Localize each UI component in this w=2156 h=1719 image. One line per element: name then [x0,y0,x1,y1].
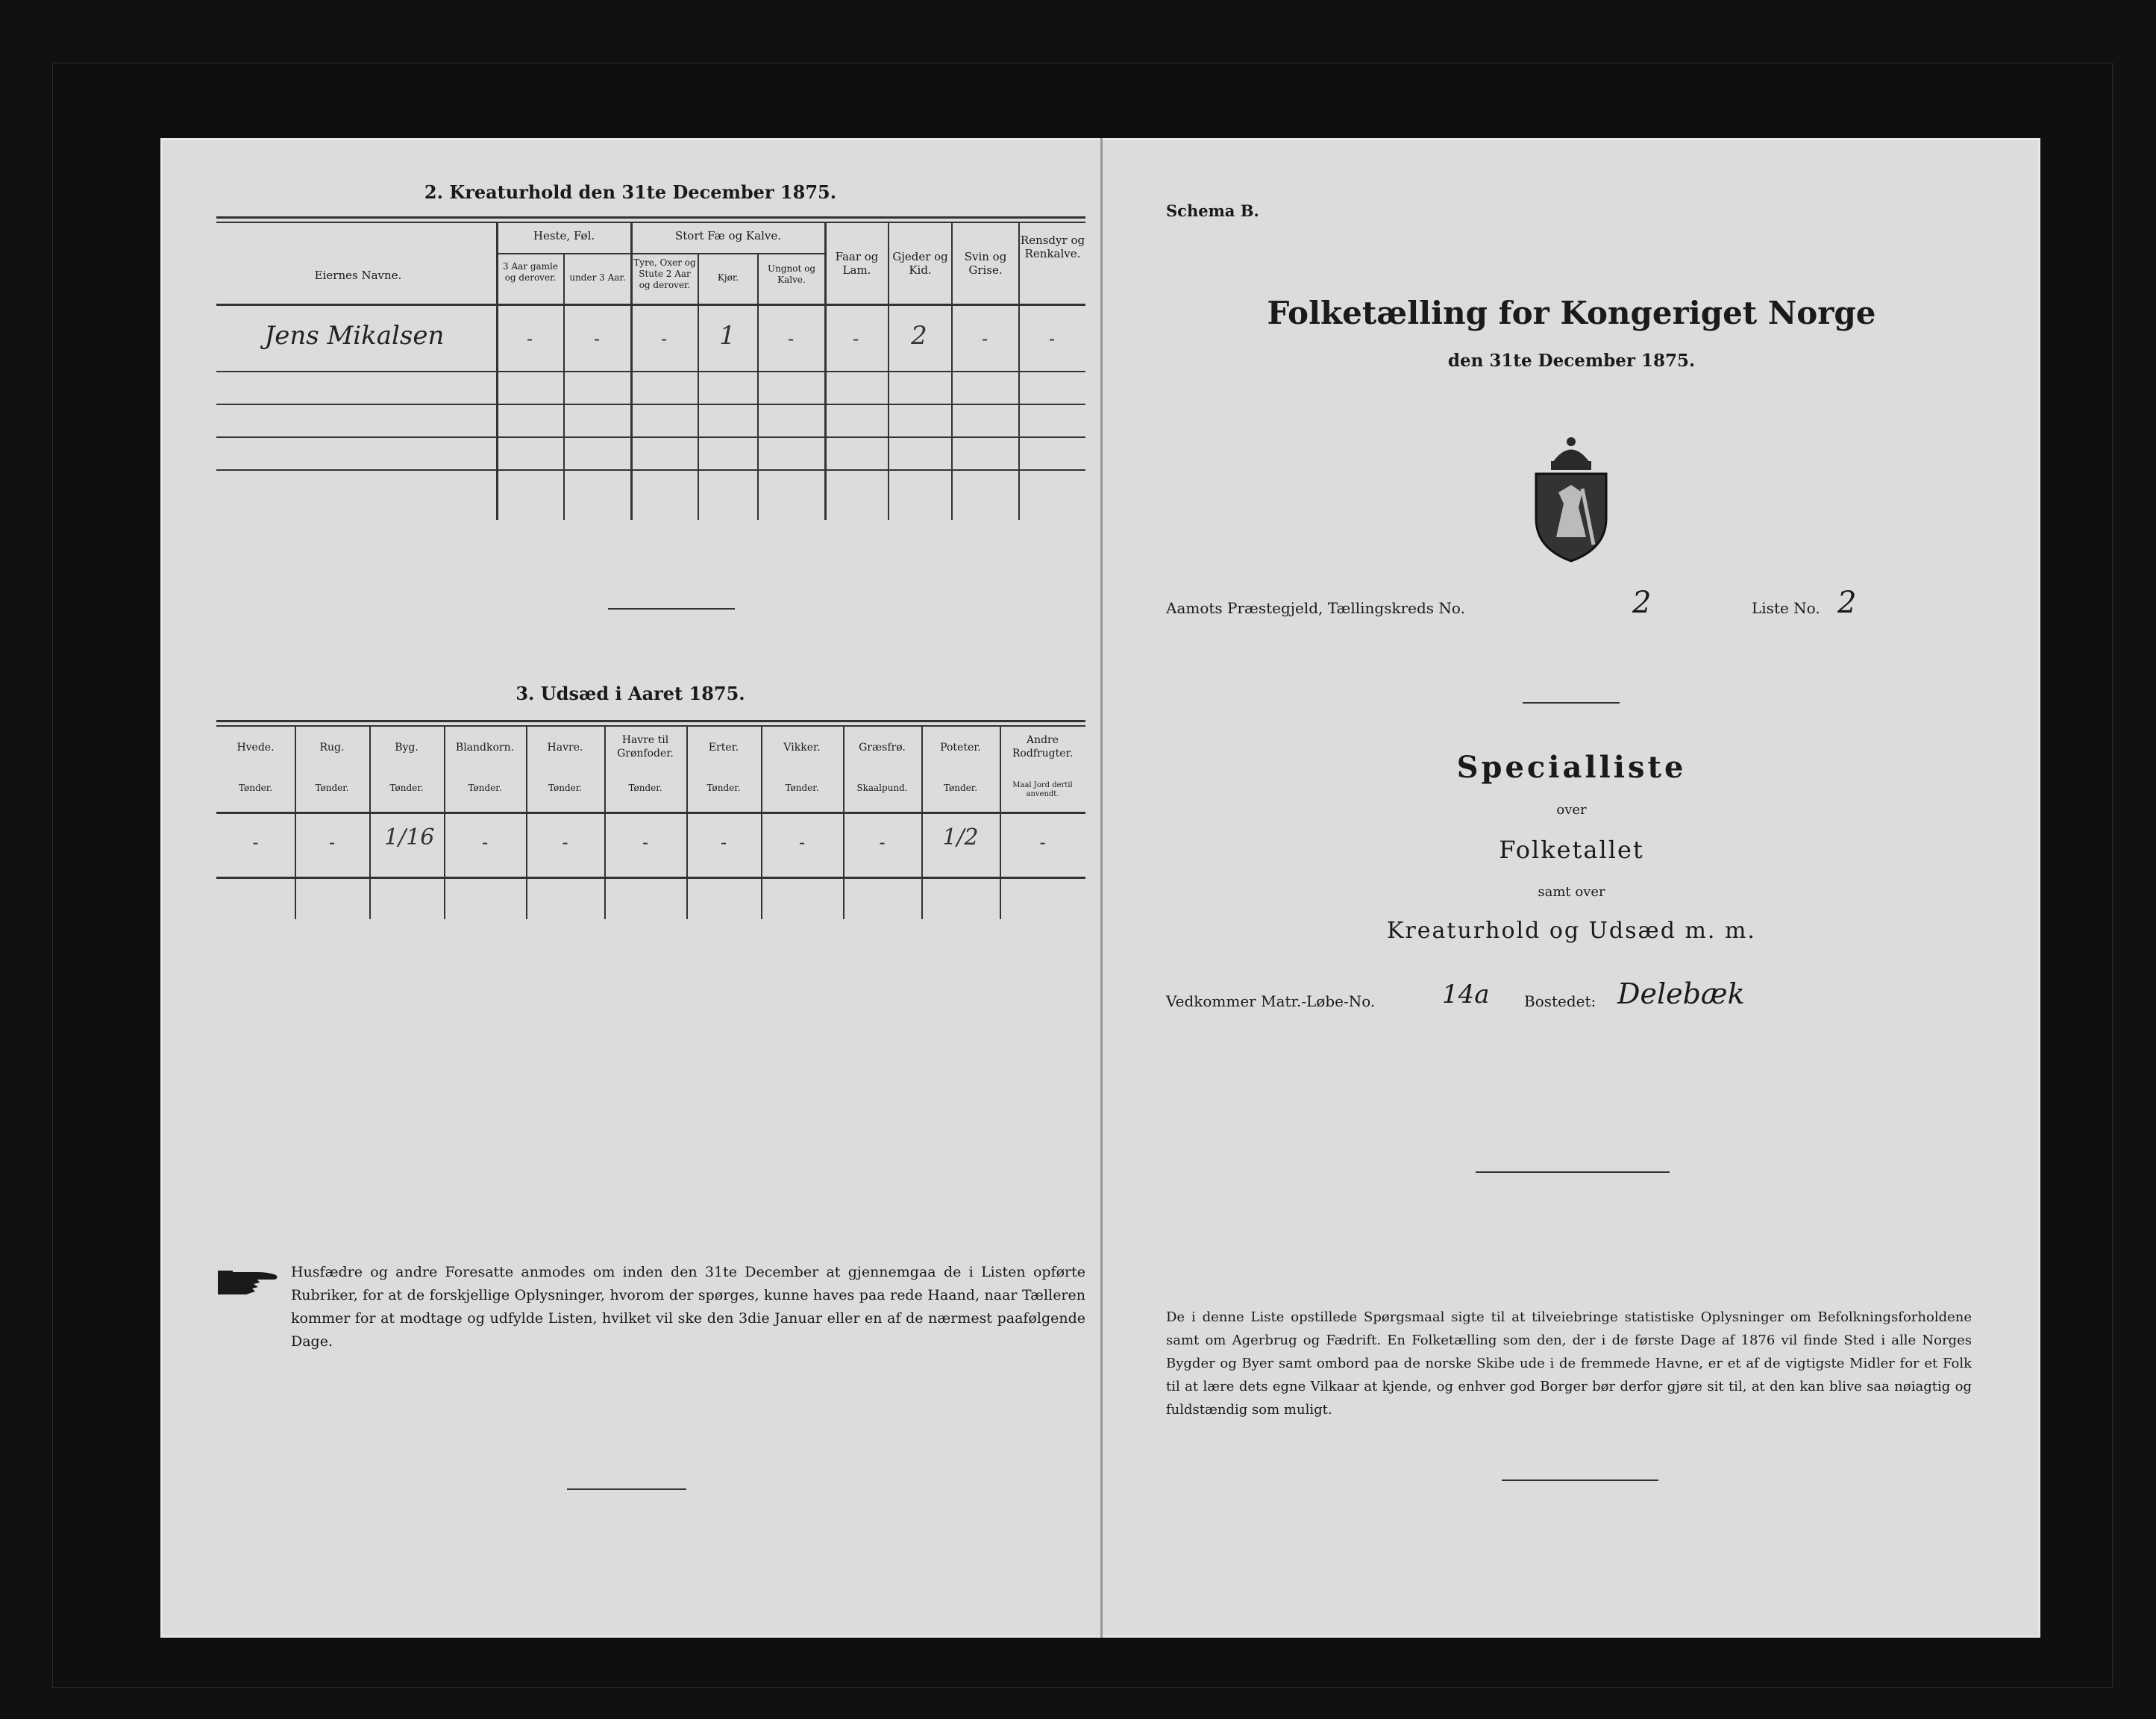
table2-row-rule-1 [216,371,1085,372]
header-faar: Faar og Lam. [835,250,879,277]
table3-header-name: Rug. [319,742,345,754]
table3-header-unit: Tønder. [548,783,583,793]
table3-header-unit: Maal Jord dertil anvendt. [1012,781,1073,798]
parish-label: Aamots Præstegjeld, Tællingskreds No. [1166,599,1465,617]
table2-row-rule-2 [216,404,1085,405]
section3-title: 3. Udsæd i Aaret 1875. [516,683,745,704]
explanation-paragraph: De i denne Liste opstillede Spørgsmaal sigte til at tilveiebringe statistiske Oplysninger om Befolkningsforholdene samt om Agerbrug og Fædrift. En Folketælling som den, der i de første Dage af 1876 vil finde Sted i alle Norges Bygder og Byer samt ombord paa de norske Skibe ude i de fremmede Havne, er et af de vigtigste Midler for et Folk til at lære dets egne Vilkaar at kjende, og enhver god Borger bør derfor gjøre sit til, at den kan blive saa nøiagtig og fuldstændig som muligt. [1166,1309,1972,1418]
kreds-no: 2 [1632,586,1652,620]
table3-top-rule-2 [216,725,1085,727]
main-title: Folketælling for Kongeriget Norge [1267,295,1876,331]
table3-header-name: Havre til Grønfoder. [617,734,674,760]
right-bottom-rule [1502,1480,1658,1481]
table3-value: - [328,832,336,853]
table2-col-2 [563,253,565,520]
table3-col-line [921,725,923,919]
right-separator-1 [1523,702,1620,704]
section2-title: 2. Kreaturhold den 31te December 1875. [424,181,837,203]
date-line: den 31te December 1875. [1447,351,1696,371]
bottom-rule-left [567,1488,686,1490]
schema-label: Schema B. [1166,201,1259,220]
samt-over: samt over [1538,884,1605,900]
section2-value: - [526,328,533,349]
table3-value: - [481,832,489,853]
liste-no: 2 [1837,586,1857,620]
table3-header-unit: Tønder. [706,783,741,793]
table2-row-rule-4 [216,469,1085,471]
table3-bottom-rule [216,877,1085,879]
table3-header-unit: Tønder. [628,783,662,793]
liste-label: Liste No. [1752,599,1820,617]
table2-top-rule-2 [216,222,1085,223]
census-sheet [160,138,2040,1638]
special-title: Specialliste [1456,750,1687,785]
matr-label: Vedkommer Matr.-Løbe-No. [1166,992,1376,1010]
separator-rule [608,608,735,610]
table3-header-name: Græsfrø. [859,742,906,754]
table3-value: - [252,832,259,853]
section2-value: 2 [911,321,927,351]
table3-col-line [444,725,445,919]
table3-header-unit: Tønder. [315,783,349,793]
left-page [160,138,1103,1638]
kreaturhold-line: Kreaturhold og Udsæd m. m. [1387,918,1756,944]
table3-value: 1/16 [384,824,435,851]
table3-header-name: Byg. [395,742,419,754]
matr-no: 14a [1442,980,1490,1009]
header-heste: Heste, Føl. [533,229,595,242]
table3-header-unit: Tønder. [389,783,424,793]
table3-value: 1/2 [942,824,979,851]
header-svin: Svin og Grise. [964,250,1007,277]
table2-subheader-rule [496,253,824,254]
table3-value: - [798,832,806,853]
section2-value: - [981,328,988,349]
section2-value: 1 [719,321,736,351]
table3-value: - [720,832,727,853]
table3-top-rule [216,720,1085,722]
section2-value: - [660,328,668,349]
table3-value: - [1039,832,1046,853]
right-page [1103,138,2040,1638]
table3-value: - [642,832,649,853]
table2-header-bottom-rule [216,304,1085,306]
header-rensdyr: Rensdyr og Renkalve. [1020,234,1085,260]
table3-header-name: Hvede. [236,742,275,754]
table3-header-unit: Tønder. [943,783,978,793]
section2-value: - [787,328,795,349]
table3-col-line [686,725,688,919]
owner-name: Jens Mikalsen [264,321,445,351]
table3-header-name: Poteter. [940,742,981,754]
header-owner: Eiernes Navne. [314,269,402,282]
table3-value: - [562,832,568,853]
table3-header-name: Andre Rodfrugter. [1012,734,1074,760]
table3-header-unit: Tønder. [785,783,819,793]
header-stort-a: Tyre, Oxer og Stute 2 Aar og derover. [633,257,696,290]
table3-col-line [526,725,527,919]
bosted-label: Bostedet: [1524,992,1596,1010]
table3-header-name: Vikker. [783,742,821,754]
table3-header-unit: Tønder. [238,783,273,793]
header-stort-c: Ungnot og Kalve. [767,263,816,285]
table3-col-line [295,725,296,919]
notice-text: Husfædre og andre Foresatte anmodes om inden den 31te December at gjennemgaa de i Listen opførte Rubriker, for at de forskjellige Oplysninger, hvorom der spørges, kunne haves paa rede Haand, naar Tælleren kommer for at modtage og udfylde Listen, hvilket vil ske den 3die Januar eller en af de nærmest paafølgende Dage. [291,1264,1085,1350]
table3-header-name: Erter. [708,742,739,754]
table2-top-rule [216,216,1085,219]
over-1: over [1556,802,1587,818]
table3-col-line [843,725,844,919]
right-separator-2 [1476,1171,1670,1173]
table2-row-rule-3 [216,436,1085,438]
folketallet: Folketallet [1499,836,1644,864]
header-heste-b: under 3 Aar. [569,272,626,283]
table2-col-9 [1018,222,1020,520]
table3-header-rule [216,812,1085,814]
header-heste-a: 3 Aar gamle og derover. [503,261,558,283]
table3-header-unit: Tønder. [468,783,502,793]
table3-header-unit: Skaalpund. [856,783,908,793]
pointing-hand-icon [216,1265,280,1298]
header-stort-b: Kjør. [717,272,739,283]
table3-col-line [761,725,762,919]
table2-col-5 [757,253,759,520]
bosted-value: Delebæk [1617,977,1745,1010]
table3-header-name: Blandkorn. [455,742,515,754]
header-stort: Stort Fæ og Kalve. [674,229,782,242]
section2-value: - [1048,328,1056,349]
coat-of-arms-icon [1530,433,1612,563]
section2-value: - [852,328,859,349]
table3-value: - [879,832,886,853]
header-gjeder: Gjeder og Kid. [892,250,948,277]
table2-col-4 [698,253,699,520]
table3-col-line [369,725,371,919]
section2-value: - [593,328,601,349]
table3-header-name: Havre. [547,742,583,754]
